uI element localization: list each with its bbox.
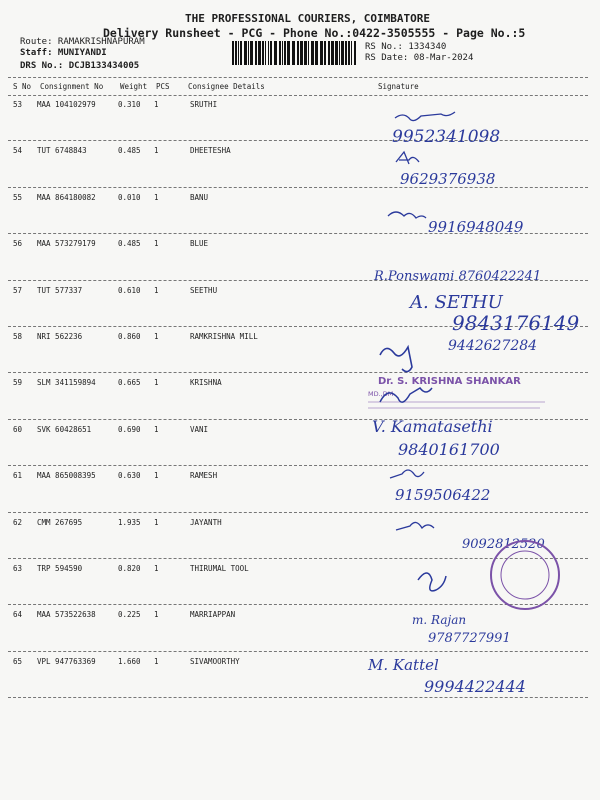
cell-sno: 58 [13, 332, 23, 341]
cell-weight: 1.935 [118, 517, 141, 527]
name-57: A. SETHU [410, 292, 503, 313]
cell-pcs: 1 [154, 192, 159, 202]
barcode-bar [255, 41, 257, 65]
cell-consignment: TUT 6748843 [37, 146, 87, 156]
cell-pcs: 1 [154, 517, 159, 527]
drs-number: DRS No.: DCJB133434005 [20, 61, 140, 71]
route-label: Route: RAMAKRISHNAPURAM [20, 37, 145, 47]
cell-sno: 59 [13, 378, 23, 388]
barcode-bar [238, 41, 239, 65]
barcode-bar [311, 41, 314, 65]
cell-sno: 53 [13, 100, 23, 109]
barcode-bar [262, 41, 264, 65]
row-divider [8, 558, 588, 559]
barcode-bar [240, 41, 242, 65]
row-divider [8, 372, 588, 373]
phone-55: 9916948049 [428, 218, 524, 236]
phone-64: 9787727991 [428, 631, 511, 646]
cell-weight: 0.860 [118, 332, 141, 341]
col-consignment: Consignment No [40, 82, 104, 91]
cell-consignee: RAMKRISHNA MILL [190, 332, 258, 341]
barcode-bar [292, 41, 295, 65]
name-64: m. Rajan [412, 613, 467, 627]
cell-consignment: MAA 573279179 [37, 239, 96, 249]
row-divider [8, 465, 588, 466]
phone-61: 9159506422 [395, 486, 491, 504]
cell-sno: 62 [13, 517, 23, 527]
cell-pcs: 1 [154, 332, 159, 341]
barcode-bar [235, 41, 237, 65]
cell-consignment: SVK 60428651 [37, 424, 92, 434]
name-65: M. Kattel [368, 656, 439, 674]
cell-consignee: DHEETESHA [190, 146, 231, 156]
phone-62: 9092812520 [462, 537, 545, 552]
barcode-bar [248, 41, 249, 65]
barcode-bar [287, 41, 290, 65]
cell-sno: 65 [13, 656, 23, 666]
barcode-bar [351, 41, 352, 65]
barcode-bar [282, 41, 283, 65]
phone-57: 9843176149 [452, 311, 580, 335]
cell-weight: 0.820 [118, 564, 141, 573]
cell-sno: 63 [13, 564, 23, 573]
cell-consignee: BANU [190, 192, 209, 202]
barcode-bar [328, 41, 330, 65]
signature-56: R.Ponswami 8760422241 [374, 269, 542, 284]
barcode-bar [270, 41, 272, 65]
cell-sno: 61 [13, 471, 23, 481]
cell-consignee: MARRIAPPAN [190, 610, 236, 620]
barcode-bar [279, 41, 281, 65]
phone-65: 9994422444 [424, 677, 526, 696]
row-divider [8, 280, 588, 281]
barcode-bar [331, 41, 334, 65]
barcode-bar [268, 41, 269, 65]
phone-58: 9442627284 [448, 338, 538, 354]
col-pcs: PCS [156, 82, 170, 91]
row-divider [8, 233, 588, 234]
cell-weight: 0.485 [118, 239, 141, 249]
stamp-name: Dr. S. KRISHNA SHANKAR [378, 376, 521, 387]
cell-weight: 0.665 [118, 378, 141, 388]
cell-pcs: 1 [154, 378, 159, 388]
staff-label: Staff: MUNIYANDI [20, 48, 107, 58]
cell-consignee: RAMESH [190, 471, 218, 481]
cell-pcs: 1 [154, 656, 159, 666]
cell-weight: 0.690 [118, 424, 141, 434]
barcode-bar [354, 41, 356, 65]
cell-consignee: BLUE [190, 239, 209, 249]
col-weight: Weight [120, 82, 148, 91]
cell-consignment: MAA 573522638 [37, 610, 96, 620]
cell-sno: 54 [13, 146, 23, 156]
cell-weight: 0.010 [118, 192, 141, 202]
company-name: THE PROFESSIONAL COURIERS, COIMBATORE [185, 12, 431, 25]
cell-pcs: 1 [154, 146, 159, 156]
cell-consignee: JAYANTH [190, 517, 222, 527]
barcode-bar [297, 41, 299, 65]
barcode-bar [274, 41, 277, 65]
barcode-bar [335, 41, 338, 65]
barcode-bar [320, 41, 323, 65]
cell-weight: 0.225 [118, 610, 141, 620]
col-consignee: Consignee Details [188, 82, 265, 91]
cell-sno: 55 [13, 192, 23, 202]
header-rule-top [8, 77, 588, 78]
barcode [232, 41, 356, 65]
row-divider [8, 187, 588, 188]
cell-consignee: KRISHNA [190, 378, 222, 388]
barcode-bar [324, 41, 326, 65]
barcode-bar [339, 41, 340, 65]
phone-60: 9840161700 [398, 440, 500, 459]
cell-consignment: MAA 865008395 [37, 471, 96, 481]
cell-consignee: SIVAMOORTHY [190, 656, 240, 666]
cell-consignment: SLM 341159894 [37, 378, 96, 388]
col-signature: Signature [378, 82, 419, 91]
phone-54: 9629376938 [400, 170, 496, 188]
cell-consignment: NRI 562236 [37, 332, 83, 341]
cell-sno: 56 [13, 239, 23, 249]
cell-weight: 0.630 [118, 471, 141, 481]
barcode-bar [284, 41, 286, 65]
row-divider [8, 140, 588, 141]
barcode-bar [348, 41, 350, 65]
row-divider [8, 604, 588, 605]
cell-sno: 57 [13, 285, 23, 295]
cell-pcs: 1 [154, 564, 159, 573]
cell-consignment: MAA 864180082 [37, 192, 96, 202]
cell-consignee: THIRUMAL TOOL [190, 564, 249, 573]
cell-consignment: TUT 577337 [37, 285, 83, 295]
barcode-bar [232, 41, 234, 65]
cell-pcs: 1 [154, 285, 159, 295]
row-divider [8, 326, 588, 327]
cell-pcs: 1 [154, 610, 159, 620]
row-divider [8, 512, 588, 513]
barcode-bar [341, 41, 344, 65]
cell-consignee: SRUTHI [190, 100, 218, 109]
stamp-line: MD.,DM [368, 390, 394, 398]
cell-weight: 1.660 [118, 656, 141, 666]
cell-consignment: CMM 267695 [37, 517, 83, 527]
cell-sno: 60 [13, 424, 23, 434]
cell-sno: 64 [13, 610, 23, 620]
row-divider [8, 697, 588, 698]
cell-consignment: MAA 104102979 [37, 100, 96, 109]
cell-consignee: VANI [190, 424, 209, 434]
phone-53: 9952341098 [392, 127, 501, 147]
barcode-bar [250, 41, 253, 65]
cell-pcs: 1 [154, 239, 159, 249]
row-divider [8, 651, 588, 652]
rs-number: RS No.: 1334340 [365, 42, 447, 52]
col-sno: S No [13, 82, 32, 91]
barcode-bar [345, 41, 347, 65]
cell-consignee: SEETHU [190, 285, 218, 295]
barcode-bar [258, 41, 261, 65]
cell-pcs: 1 [154, 471, 159, 481]
table-row [0, 657, 600, 717]
cell-pcs: 1 [154, 424, 159, 434]
barcode-bar [300, 41, 303, 65]
cell-pcs: 1 [154, 100, 159, 109]
cell-weight: 0.610 [118, 285, 141, 295]
barcode-bar [315, 41, 318, 65]
cell-consignment: VPL 947763369 [37, 656, 96, 666]
row-divider [8, 419, 588, 420]
runsheet-title: Delivery Runsheet - PCG - Phone No.:0422-3505555 - Page No.:5 [103, 26, 526, 40]
barcode-bar [304, 41, 307, 65]
name-60: V. Kamatasethi [372, 417, 493, 436]
cell-consignment: TRP 594590 [37, 564, 83, 573]
barcode-bar [308, 41, 309, 65]
rs-date: RS Date: 08-Mar-2024 [365, 53, 474, 63]
barcode-bar [265, 41, 266, 65]
header-rule-bottom [8, 95, 588, 96]
cell-weight: 0.310 [118, 100, 141, 109]
cell-weight: 0.485 [118, 146, 141, 156]
barcode-bar [244, 41, 247, 65]
